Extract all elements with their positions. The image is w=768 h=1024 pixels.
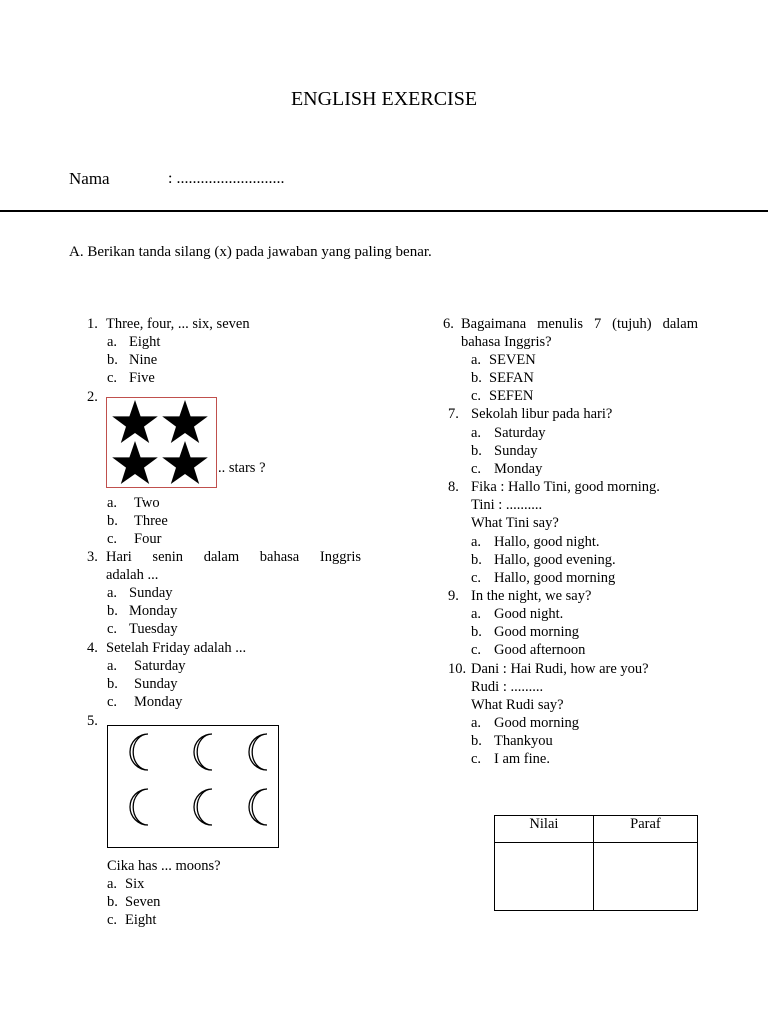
question-number: 10. (448, 661, 467, 677)
moon-icon (194, 734, 212, 770)
question-text-line2: adalah ... (106, 567, 159, 584)
question-text-line1: Dani : Hai Rudi, how are you? (471, 661, 649, 677)
score-header-nilai: Nilai (495, 816, 594, 843)
question-text-line2: bahasa Inggris? (461, 334, 552, 351)
question-text-line1: Fika : Hallo Tini, good morning. (471, 479, 660, 495)
star-icons (107, 398, 216, 487)
moon-icon (130, 789, 148, 825)
question-text-line3: What Rudi say? (471, 697, 564, 714)
star-icon (112, 400, 158, 443)
question-6 (443, 315, 698, 351)
moon-icon (249, 789, 267, 825)
stars-picture (106, 397, 217, 488)
moon-icons (108, 726, 278, 847)
star-icon (162, 400, 208, 443)
question-number: 4. (87, 640, 98, 656)
name-field: : ........................... (168, 170, 285, 187)
question-text-line3: What Tini say? (471, 515, 559, 532)
question-2-number: 2. (87, 389, 98, 405)
question-10 (448, 660, 649, 714)
question-text-line1: Bagaimana menulis 7 (tujuh) dalam (461, 316, 698, 332)
score-header-paraf: Paraf (593, 816, 697, 843)
question-number: 1. (87, 316, 98, 332)
question-number: 8. (448, 479, 459, 495)
question-2-text: .. stars ? (218, 460, 266, 476)
question-number: 3. (87, 549, 98, 565)
question-8 (448, 478, 660, 532)
moons-picture (107, 725, 279, 848)
page-title: ENGLISH EXERCISE (290, 88, 478, 110)
star-icon (162, 441, 208, 484)
question-text-line2: Tini : .......... (471, 497, 543, 514)
score-table (494, 815, 698, 911)
moon-icon (194, 789, 212, 825)
question-text: Setelah Friday adalah ... (106, 640, 247, 656)
moon-icon (249, 734, 267, 770)
question-text: In the night, we say? (471, 588, 592, 604)
question-number: 9. (448, 588, 459, 604)
question-number: 7. (448, 406, 459, 422)
question-5-number: 5. (87, 713, 98, 729)
instruction-text: A. Berikan tanda silang (x) pada jawaban yang paling benar. (69, 244, 432, 260)
question-text: Three, four, ... six, seven (106, 316, 250, 332)
question-5-text: Cika has ... moons? (107, 858, 221, 874)
header-divider (0, 210, 768, 212)
question-text-line2: Rudi : ......... (471, 679, 544, 696)
question-text: Sekolah libur pada hari? (471, 406, 613, 422)
star-icon (112, 441, 158, 484)
score-cell-paraf[interactable] (593, 843, 697, 911)
name-label: Nama (69, 169, 110, 188)
score-cell-nilai[interactable] (495, 843, 594, 911)
question-3 (87, 548, 361, 584)
question-text-line1: Hari senin dalam bahasa Inggris (106, 549, 361, 565)
question-number: 6. (443, 316, 454, 332)
moon-icon (130, 734, 148, 770)
